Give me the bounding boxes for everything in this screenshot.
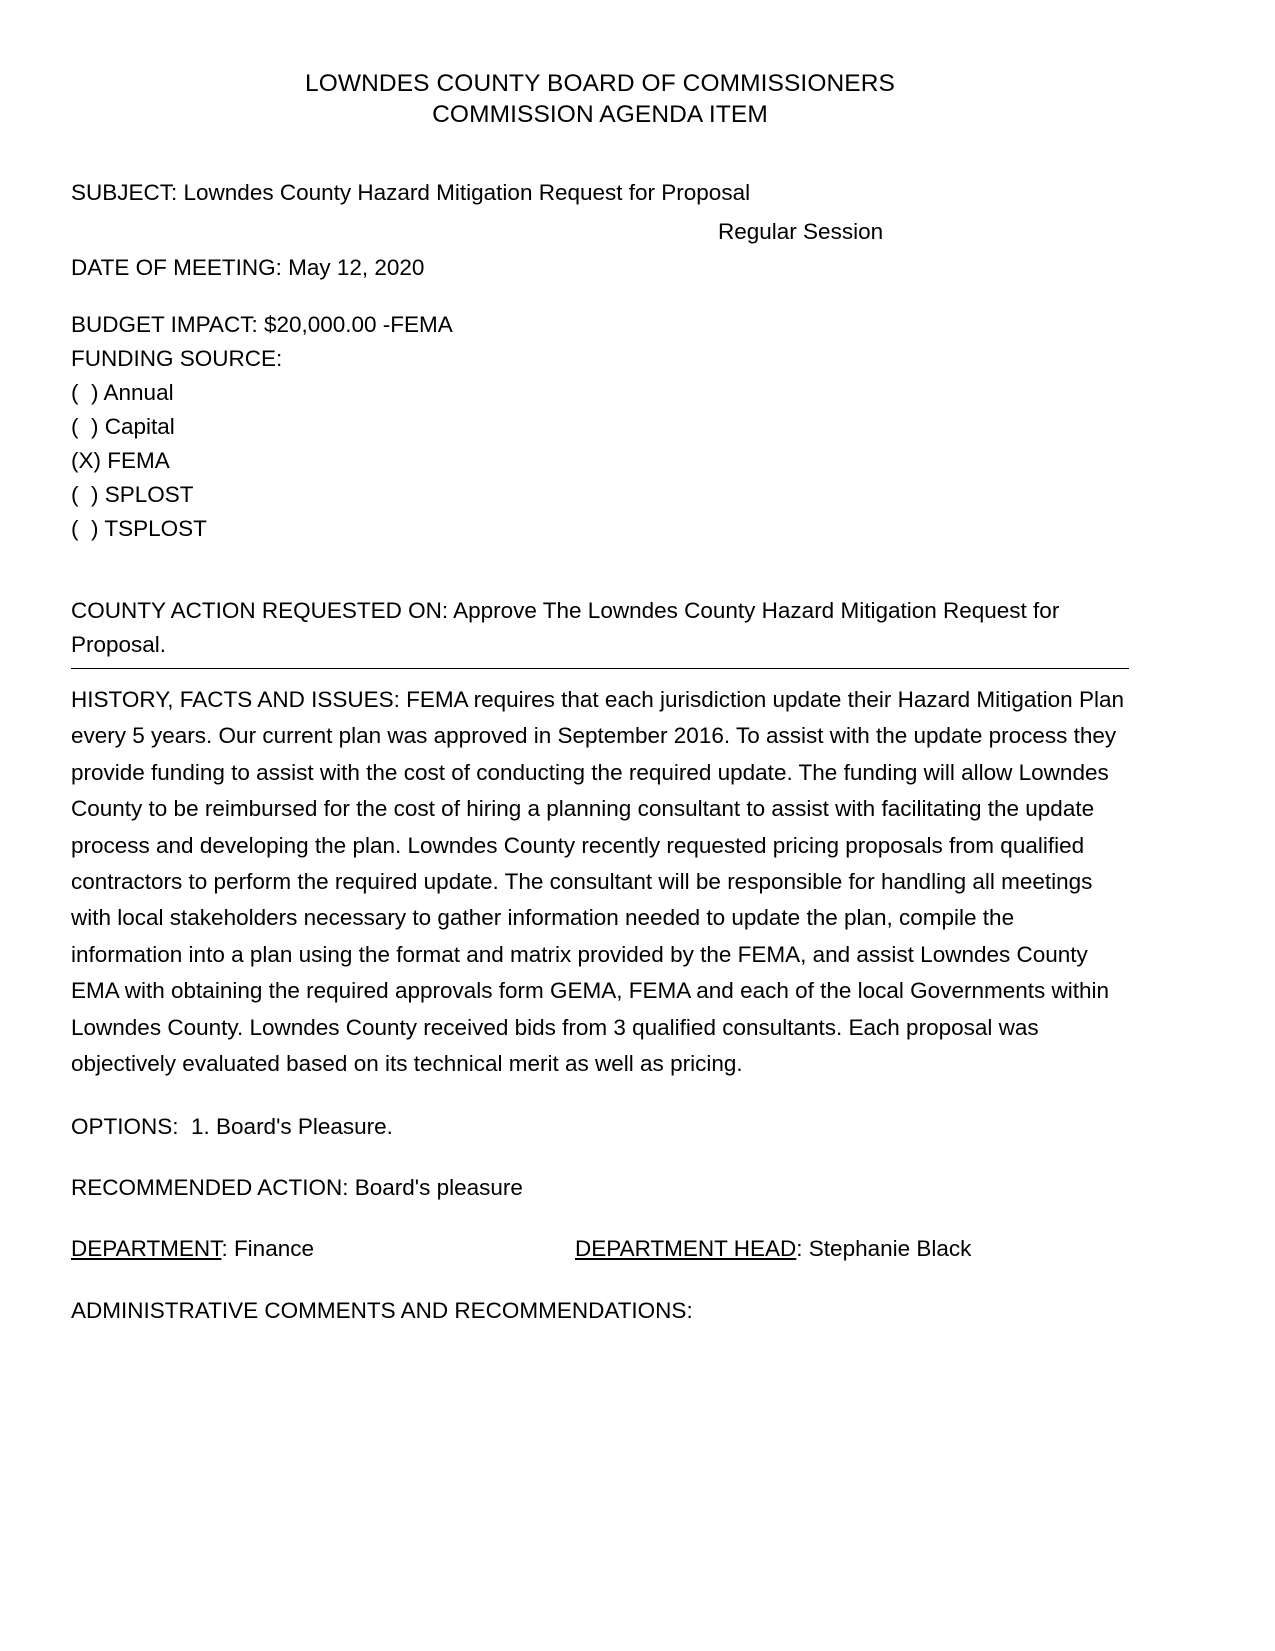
funding-option-marker: ( )	[71, 414, 99, 439]
document-title-line-2: COMMISSION AGENDA ITEM	[432, 101, 768, 128]
budget-impact-line: BUDGET IMPACT: $20,000.00 -FEMA	[71, 312, 453, 337]
funding-source-list	[71, 376, 1129, 546]
date-of-meeting-line: DATE OF MEETING: May 12, 2020	[71, 255, 425, 280]
funding-option-label: Capital	[104, 414, 175, 439]
funding-option-marker: ( )	[71, 380, 99, 405]
department-head-value: : Stephanie Black	[796, 1236, 972, 1262]
session-type: Regular Session	[718, 219, 884, 244]
funding-option-marker: (X)	[71, 448, 101, 473]
funding-option-annual	[71, 376, 1129, 410]
county-action-requested-line: COUNTY ACTION REQUESTED ON: Approve The Lowndes County Hazard Mitigation Request for Proposal.	[71, 598, 1060, 657]
history-facts-and-issues-paragraph: HISTORY, FACTS AND ISSUES: FEMA requires that each jurisdiction update their Hazard Mitigation Plan every 5 years. Our current plan was approved in September 2016. To assist with the update process they provide funding to assist with the cost of conducting the required update. The funding will allow Lowndes County to be reimbursed for the cost of hiring a planning consultant to assist with facilitating the update process and developing the plan. Lowndes County recently requested pricing proposals from qualified contractors to perform the required update. The consultant will be responsible for handling all meetings with local stakeholders necessary to gather information needed to update the plan, compile the information into a plan using the format and matrix provided by the FEMA, and assist Lowndes County EMA with obtaining the required approvals form GEMA, FEMA and each of the local Governments within Lowndes County. Lowndes County received bids from 3 qualified consultants. Each proposal was objectively evaluated based on its technical merit as well as pricing.	[71, 687, 1124, 1077]
funding-option-marker: ( )	[71, 482, 99, 507]
funding-option-label: Annual	[103, 380, 174, 405]
funding-option-fema	[71, 444, 1129, 478]
department-head-label: DEPARTMENT HEAD	[575, 1236, 797, 1262]
administrative-comments-line: ADMINISTRATIVE COMMENTS AND RECOMMENDATIONS:	[71, 1298, 693, 1324]
department-field	[71, 1232, 314, 1266]
funding-option-label: FEMA	[107, 448, 170, 473]
department-row	[71, 1232, 1129, 1266]
funding-source-label: FUNDING SOURCE:	[71, 346, 283, 371]
department-head-field	[575, 1232, 971, 1266]
funding-option-splost	[71, 478, 1129, 512]
document-header	[71, 68, 1129, 130]
funding-option-label: TSPLOST	[104, 516, 207, 541]
funding-option-tsplost	[71, 512, 1129, 546]
funding-option-label: SPLOST	[104, 482, 194, 507]
funding-option-marker: ( )	[71, 516, 99, 541]
recommended-action-line: RECOMMENDED ACTION: Board's pleasure	[71, 1175, 523, 1201]
section-divider	[71, 668, 1129, 669]
document-title-line-1: LOWNDES COUNTY BOARD OF COMMISSIONERS	[305, 70, 895, 97]
department-label: DEPARTMENT	[71, 1236, 222, 1262]
options-line: OPTIONS: 1. Board's Pleasure.	[71, 1114, 393, 1140]
subject-line: SUBJECT: Lowndes County Hazard Mitigation Request for Proposal	[71, 180, 751, 205]
document-content	[71, 0, 1129, 1328]
funding-option-capital	[71, 410, 1129, 444]
department-value: : Finance	[221, 1236, 314, 1262]
